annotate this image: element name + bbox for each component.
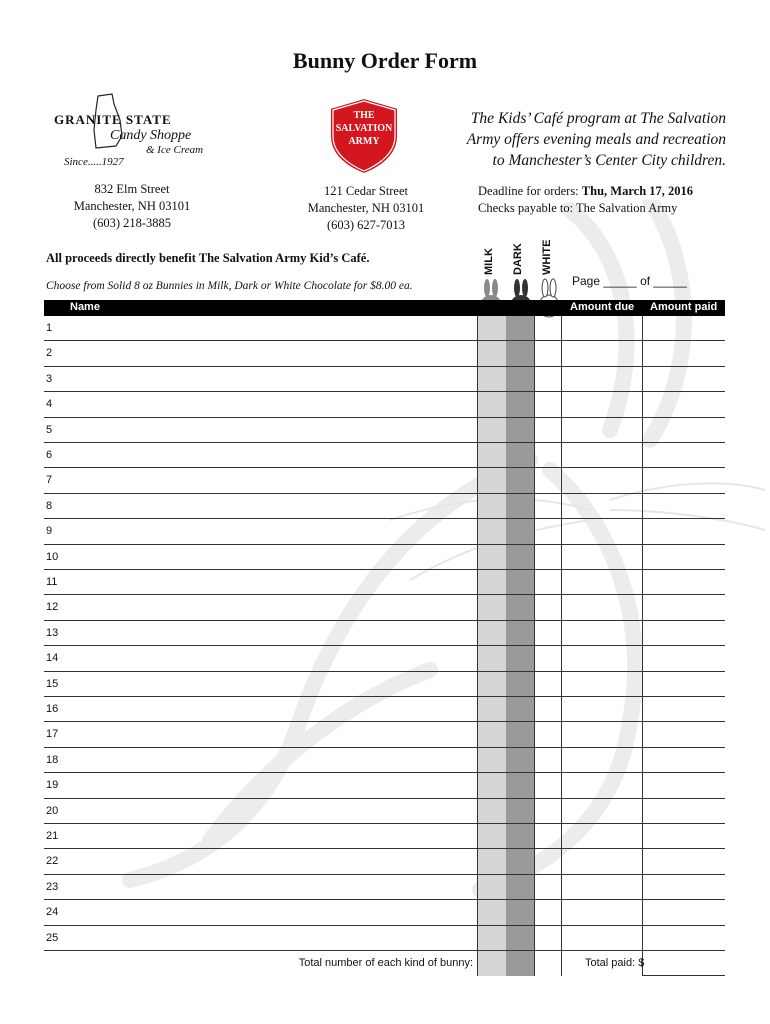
order-row[interactable] xyxy=(44,519,725,544)
row-number: 9 xyxy=(46,525,53,538)
row-number: 17 xyxy=(46,728,59,741)
address-city: Manchester, NH 03101 xyxy=(73,199,191,213)
deadline-block xyxy=(478,183,693,217)
logo-granite-state: GRANITE STATE xyxy=(54,112,172,127)
row-number: 5 xyxy=(46,423,53,436)
order-row[interactable] xyxy=(44,621,725,646)
row-number: 15 xyxy=(46,677,59,690)
row-number: 13 xyxy=(46,626,59,639)
order-row[interactable] xyxy=(44,799,725,824)
shield-salvation: SALVATION xyxy=(335,123,393,134)
address-phone: (603) 218-3885 xyxy=(92,216,172,230)
address-city: Manchester, NH 03101 xyxy=(307,201,425,215)
row-number: 7 xyxy=(46,474,53,487)
tagline-line: The Kids’ Café program at The Salvation xyxy=(470,110,726,127)
table-header xyxy=(44,300,725,316)
row-number: 22 xyxy=(46,855,59,868)
row-number: 6 xyxy=(46,449,53,461)
row-number: 14 xyxy=(46,652,59,665)
row-number: 21 xyxy=(46,830,59,842)
logo-candy-shoppe: Candy Shoppe xyxy=(110,128,192,143)
tagline xyxy=(440,108,726,171)
order-row[interactable] xyxy=(44,748,725,773)
tagline-line: Army offers evening meals and recreation xyxy=(466,131,726,148)
order-row[interactable] xyxy=(44,672,725,697)
order-row[interactable] xyxy=(44,722,725,747)
row-number: 19 xyxy=(46,779,59,792)
row-number: 16 xyxy=(46,703,59,715)
total-bunnies-label: Total number of each kind of bunny: xyxy=(298,957,473,969)
column-header-white: WHITE xyxy=(541,239,553,275)
row-number: 24 xyxy=(46,906,59,919)
total-paid-field[interactable] xyxy=(643,975,725,976)
row-number: 4 xyxy=(46,398,53,411)
order-row[interactable] xyxy=(44,849,725,874)
row-number: 23 xyxy=(46,880,59,893)
address-phone: (603) 627-7013 xyxy=(326,218,406,232)
order-row[interactable] xyxy=(44,316,725,341)
row-number: 2 xyxy=(46,347,53,360)
logo-since: Since.....1927 xyxy=(64,156,124,168)
proceeds-note: All proceeds directly benefit The Salvation Army Kid’s Café. xyxy=(46,251,370,265)
row-number: 12 xyxy=(46,601,59,614)
logo-ice-cream: & Ice Cream xyxy=(146,144,204,156)
row-number: 3 xyxy=(46,372,53,385)
order-row[interactable] xyxy=(44,443,725,468)
deadline-date: Thu, March 17, 2016 xyxy=(581,184,694,198)
column-header-milk: MILK xyxy=(483,248,495,275)
candy-shoppe-address xyxy=(52,181,212,232)
order-row[interactable] xyxy=(44,341,725,366)
order-row[interactable] xyxy=(44,900,725,925)
header-name: Name xyxy=(70,301,100,313)
order-row[interactable] xyxy=(44,570,725,595)
row-number: 11 xyxy=(46,576,58,588)
order-row[interactable] xyxy=(44,595,725,620)
address-street: 832 Elm Street xyxy=(94,182,170,196)
order-row[interactable] xyxy=(44,418,725,443)
deadline-label: Deadline for orders: xyxy=(478,184,579,198)
row-number: 18 xyxy=(46,753,59,766)
form-title: Bunny Order Form xyxy=(292,48,478,73)
shield-army: ARMY xyxy=(348,136,380,147)
shield-the: THE xyxy=(353,110,375,121)
salvation-army-logo xyxy=(326,96,402,176)
granite-state-logo xyxy=(50,90,220,170)
checks-payable: Checks payable to: The Salvation Army xyxy=(478,201,678,215)
row-number: 20 xyxy=(46,804,59,817)
order-row[interactable] xyxy=(44,392,725,417)
salvation-army-address xyxy=(286,183,446,234)
address-street: 121 Cedar Street xyxy=(323,184,408,198)
order-row[interactable] xyxy=(44,773,725,798)
choose-instructions: Choose from Solid 8 oz Bunnies in Milk, Dark or White Chocolate for $8.00 ea. xyxy=(46,280,413,292)
order-row[interactable] xyxy=(44,926,725,951)
order-row[interactable] xyxy=(44,367,725,392)
order-row[interactable] xyxy=(44,875,725,900)
row-number: 25 xyxy=(46,931,59,944)
order-row[interactable] xyxy=(44,494,725,519)
order-row[interactable] xyxy=(44,646,725,671)
column-header-dark: DARK xyxy=(512,243,524,275)
row-number: 10 xyxy=(46,550,59,563)
order-row[interactable] xyxy=(44,824,725,849)
order-row[interactable] xyxy=(44,468,725,493)
row-number: 8 xyxy=(46,499,53,512)
order-row[interactable] xyxy=(44,545,725,570)
order-row[interactable] xyxy=(44,697,725,722)
total-paid-label: Total paid: $ xyxy=(585,957,645,969)
header-amount-paid: Amount paid xyxy=(650,301,718,313)
page-number-field[interactable]: Page _____ of _____ xyxy=(572,274,687,288)
tagline-line: to Manchester’s Center City children. xyxy=(492,152,726,169)
row-number: 1 xyxy=(46,322,53,334)
header-amount-due: Amount due xyxy=(570,301,635,313)
